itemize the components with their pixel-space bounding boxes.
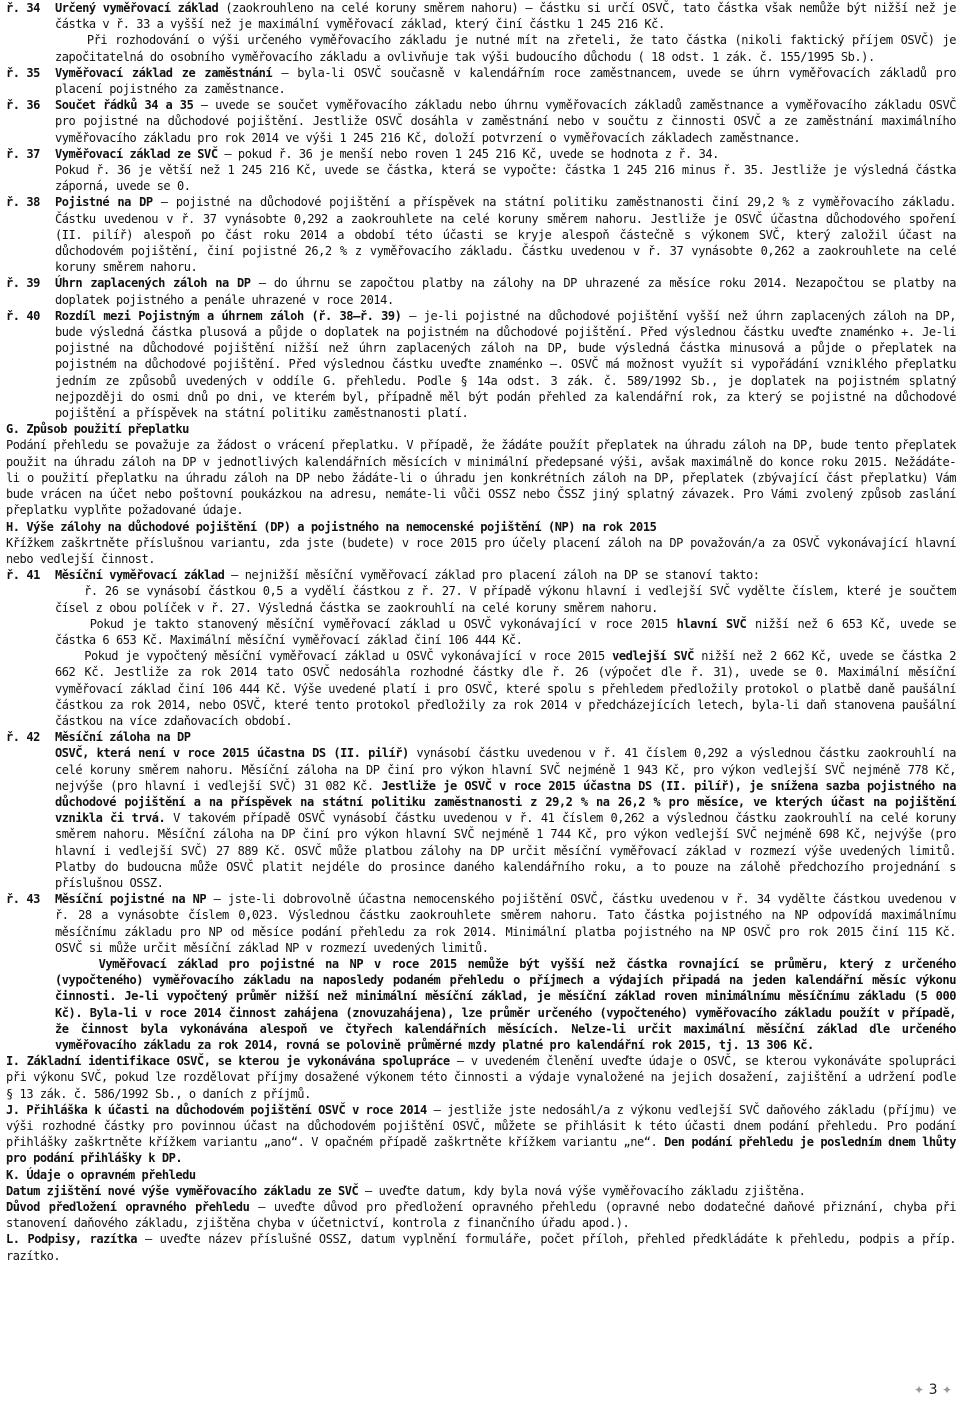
row-35 [6, 65, 956, 97]
section-h-text: Křížkem zaškrtněte příslušnou variantu, zda jste (budete) v roce 2015 pro účely placení záloh na DP považován/a za OSVČ vykonávající hlavní nebo vedlejší činnost. [6, 535, 956, 566]
row-number: ř. 43 [6, 892, 40, 907]
row-text: Pojistné na DP – pojistné na důchodové pojištění a příspěvek na státní politiku zaměstnanosti činí 29,2 % z vyměřovacího základu. Částku uvedenou v ř. 37 vynásobte 0,292 a zaokrouhlete na celé koruny směrem nahoru. Jestliže je OSVČ účastna důchodového spoření (II. pilíř) alespoň po část roku 2014 a období této účasti se kryje alespoň částečně s výkonem SVČ, který založil účast na důchodovém pojištění, činí pojistné 26,2 % z vyměřovacího základu. Částku uvedenou v ř. 37 vynásobte 0,262 a zaokrouhlete na celé koruny směrem nahoru. [55, 195, 956, 275]
section-i: I. Základní identifikace OSVČ, se kterou je vykonávána spolupráce – v uvedeném členění uveďte údaje o OSVČ, se kterou vykonáváte spolupráci při výkonu SVČ, pokud lze rozdělovat příjmy dosažené výkonem této činnosti a výdaje vynaložené na jejich dosažení, zajištění a udržení podle § 13 zák. č. 586/1992 Sb., o daních z příjmů. [6, 1054, 956, 1101]
row-text: Vyměřovací základ ze SVČ – pokud ř. 36 je menší nebo roven 1 245 216 Kč, uvede se hodnota z ř. 34. Pokud ř. 36 je větší než 1 245 216 Kč, uvede se částka, která se vypočte: částka 1 245 216 minus ř. 35. Jestliže je výsledná částka záporná, uvede se 0. [55, 146, 956, 194]
row-43 [6, 891, 956, 1053]
row-text: Úhrn zaplacených záloh na DP – do úhrnu se započtou platby na zálohy na DP uhrazené za měsíce roku 2014. Nezapočtou se platby na doplatek pojistného a penále uhrazené v roce 2014. [55, 276, 956, 307]
star-icon: ✦ [941, 1383, 952, 1397]
row-39 [6, 275, 956, 307]
row-37 [6, 146, 956, 195]
section-h-heading: H. Výše zálohy na důchodové pojištění (DP) a pojistného na nemocenské pojištění (NP) na rok 2015 [6, 519, 657, 534]
row-number: ř. 34 [6, 1, 40, 15]
row-title: Určený vyměřovací základ [55, 1, 219, 15]
row-title: Měsíční pojistné na NP [55, 892, 207, 907]
row-title: Měsíční vyměřovací základ [55, 568, 225, 583]
star-icon: ✦ [914, 1383, 925, 1397]
row-title: Pojistné na DP [55, 195, 153, 210]
row-title: Vyměřovací základ ze SVČ [55, 146, 218, 161]
row-title: Úhrn zaplacených záloh na DP [55, 276, 251, 291]
section-k-heading: K. Údaje o opravném přehledu [6, 1167, 196, 1182]
row-number: ř. 36 [6, 98, 40, 113]
section-k-date: Datum zjištění nové výše vyměřovacího základu ze SVČ – uveďte datum, kdy byla nová výše vyměřovacího základu zjištěna. [6, 1183, 806, 1198]
row-number: ř. 39 [6, 276, 40, 291]
row-34 [6, 0, 956, 65]
row-40 [6, 308, 956, 421]
row-38 [6, 194, 956, 275]
row-title: Měsíční záloha na DP [55, 730, 191, 745]
row-text: Vyměřovací základ ze zaměstnání – byla-li OSVČ současně v kalendářním roce zaměstnancem, uvede se úhrn vyměřovacích základů pro placení pojistného za zaměstnance. [55, 65, 956, 97]
document-page [6, 0, 956, 1264]
row-title: Vyměřovací základ ze zaměstnání [55, 65, 273, 80]
section-j-heading: J. Přihláška k účasti na důchodovém pojištění OSVČ v roce 2014 [6, 1102, 427, 1117]
row-text: Rozdíl mezi Pojistným a úhrnem záloh (ř. 38–ř. 39) – je-li pojistné na důchodové pojištění vyšší než úhrn zaplacených záloh na DP, bude výsledná částka plusová a půjde o doplatek na pojistném na důchodové pojištění. Před výslednou částku uveďte znaménko +. Je-li pojistné na důchodové pojištění nižší než úhrn zaplacených záloh na DP, bude výsledná částka minusová a půjde o přeplatek na pojistném na důchodové pojištění. Před výslednou částku uveďte znaménko –. OSVČ má možnost využít si vypořádání vzniklého přeplatku jedním ze způsobů uvedených v oddíle G. přehledu. Podle § 14a odst. 3 zák. č. 589/1992 Sb., je doplatek na pojistném splatný nejpozději do osmi dnů po dni, ve kterém byl, případně měl být podán přehled za kalendářní rok, za který se pojistné na důchodové pojištění a příspěvek na státní politiku zaměstnanosti platí. [55, 308, 956, 421]
section-g-heading: G. Způsob použití přeplatku [6, 422, 189, 437]
row-title: Rozdíl mezi Pojistným a úhrnem záloh (ř. 38–ř. 39) [55, 308, 402, 323]
row-paragraph: Vyměřovací základ pro pojistné na NP v roce 2015 nemůže být vyšší než částka rovnající se průměru, který z určeného (vypočteného) vyměřovacího základu na naposledy podaném přehledu o příjmech a výdajích připadá na jeden kalendářní měsíc výkonu činnosti. Je-li vypočtený průměr nižší než minimální měsíční základ, je měsíční základ roven minimálnímu měsíčnímu základu (5 000 Kč). Byla-li v roce 2014 činnost zahájena (znovuzahájena), lze průměr určeného (vypočteného) vyměřovacího základu použít v případě, že činnost byla vykonávána alespoň ve čtyřech kalendářních měsících. Nelze-li určit maximální měsíční základ dle určeného vyměřovacího základu za rok 2014, rovná se polovině průměrné mzdy platné pro kalendářní rok 2015, tj. 13 306 Kč. [55, 956, 956, 1052]
row-42 [6, 729, 956, 891]
row-number: ř. 35 [6, 65, 40, 80]
row-text: Určený vyměřovací základ (zaokrouhleno na celé koruny směrem nahoru) – částku si určí OSVČ, tato částka však nemůže být nižší než je částka v ř. 33 a vyšší než je maximální vyměřovací základ, který činí částku 1 245 216 Kč. Při rozhodování o výši určeného vyměřovacího základu je nutné mít na zřeteli, že tato částka (nikoli faktický příjem OSVČ) je započitatelná do osobního vyměřovacího základu a ovlivňuje tak výši budoucího důchodu ( 18 odst. 1 zák. č. 155/1995 Sb.). [55, 1, 956, 64]
row-paragraph: ř. 26 se vynásobí částkou 0,5 a vydělí částkou z ř. 27. V případě výkonu hlavní i vedlejší SVČ vydělte číslem, které je součtem čísel z obou políček v ř. 27. Výsledná částka se zaokrouhlí na celé koruny směrem nahoru. [55, 584, 956, 615]
section-i-heading: I. Základní identifikace OSVČ, se kterou je vykonávána spolupráce [6, 1054, 450, 1069]
row-36 [6, 97, 956, 146]
row-text: Součet řádků 34 a 35 – uvede se součet vyměřovacího základu nebo úhrnu vyměřovacích základů zaměstnance a vyměřovacího základu OSVČ pro pojistné na důchodové pojištění. Jestliže OSVČ dosáhla v zaměstnání nebo v součtu z činnosti OSVČ a ze zaměstnání maximálního vyměřovacího základu pro rok 2014 ve výši 1 245 216 Kč, doloží potvrzení o vyměřovacích základech zaměstnance. [55, 98, 956, 145]
section-l-heading: L. Podpisy, razítka [6, 1232, 138, 1247]
row-text: Měsíční vyměřovací základ – nejnižší měsíční vyměřovací základ pro placení záloh na DP se stanoví takto: ř. 26 se vynásobí částkou 0,5 a vydělí částkou z ř. 27. V případě výkonu hlavní i vedlejší SVČ vydělte číslem, které je součtem čísel z obou políček v ř. 27. Výsledná částka se zaokrouhlí na celé koruny směrem nahoru. Pokud je takto stanovený měsíční vyměřovací základ u OSVČ vykonávající v roce 2015 hlavní SVČ nižší než 6 653 Kč, uvede se částka 6 653 Kč. Maximální měsíční vyměřovací základ činí 106 444 Kč. Pokud je vypočtený měsíční vyměřovací základ u OSVČ vykonávající v roce 2015 vedlejší SVČ nižší než 2 662 Kč, uvede se částka 2 662 Kč. Jestliže za rok 2014 tato OSVČ nedosáhla rozhodné částky dle ř. 26 (výpočet dle ř. 31), uvede se 0. Maximální měsíční vyměřovací základ činí 106 444 Kč. Výše uvedené platí i pro OSVČ, které spolu s přehledem předložily protokol o platbě daně paušální částkou za rok 2014, nebo OSVČ, které tento protokol předložily za rok 2014 v předcházejících letech, byla-li daň stanovena paušální částkou na více zdaňovacích období. [55, 568, 957, 728]
row-number: ř. 40 [6, 308, 40, 323]
section-g-text: Podání přehledu se považuje za žádost o vrácení přeplatku. V případě, že žádáte použít přeplatek na úhradu záloh na DP, bude tento přeplatek použit na úhradu záloh na DP v jednotlivých kalendářních měsících v minimální předepsané výši, avšak maximálně do konce roku 2015. Nežádáte-li o použití přeplatku na úhradu záloh na DP nebo žádáte-li o úhradu jen konkrétních záloh na DP, přeplatek (zbývající část přeplatku) Vám bude vrácen na účet nebo poštovní poukázkou na adresu, nemáte-li vůči OSSZ nebo ČSSZ jiný splatný závazek. Pro Vámi zvolený způsob zaslání přeplatku vyplňte požadované údaje. [6, 438, 956, 518]
row-text: Měsíční pojistné na NP – jste-li dobrovolně účastna nemocenského pojištění OSVČ, částku uvedenou v ř. 34 vydělte částkou uvedenou v ř. 28 a vynásobte číslem 0,023. Výslednou částku zaokrouhlete směrem nahoru. Tato částka pojistného na NP odpovídá maximálnímu měsíčnímu základu pro NP od měsíce podání přehledu za rok 2014. Minimální platba pojistného na NP OSVČ pro rok 2015 činí 115 Kč. OSVČ si může určit měsíční základ NP v rozmezí uvedených limitů. Vyměřovací základ pro pojistné na NP v roce 2015 nemůže být vyšší než částka rovnající se průměru, který z určeného (vypočteného) vyměřovacího základu na naposledy podaném přehledu o příjmech a výdajích připadá na jeden kalendářní měsíc výkonu činnosti. Je-li vypočtený průměr nižší než minimální měsíční základ, je měsíční základ roven minimálnímu měsíčnímu základu (5 000 Kč). Byla-li v roce 2014 činnost zahájena (znovuzahájena), lze průměr určeného (vypočteného) vyměřovacího základu použít v případě, že činnost byla vykonávána alespoň ve čtyřech kalendářních měsících. Nelze-li určit maximální měsíční základ dle určeného vyměřovacího základu za rok 2014, rovná se polovině průměrné mzdy platné pro kalendářní rok 2015, tj. 13 306 Kč. [55, 892, 957, 1052]
page-number: ✦ 3 ✦ [914, 1382, 952, 1398]
row-text: Měsíční záloha na DP OSVČ, která není v roce 2015 účastna DS (II. pilíř) vynásobí částku uvedenou v ř. 41 číslem 0,292 a výslednou částku zaokrouhlí na celé koruny směrem nahoru. Měsíční záloha na DP činí pro výkon hlavní SVČ nejméně 1 943 Kč, pro výkon vedlejší SVČ nejméně 778 Kč, nejvýše (pro hlavní i vedlejší SVČ) 31 082 Kč. Jestliže je OSVČ v roce 2015 účastna DS (II. pilíř), je snížena sazba pojistného na důchodové pojištění a na příspěvek na státní politiku zaměstnanosti z 29,2 % na 26,2 % pro měsíce, ve kterých účast na pojištění vznikla či trvá. V takovém případě OSVČ vynásobí částku uvedenou v ř. 41 číslem 0,262 a výslednou částku zaokrouhlí na celé koruny směrem nahoru. Měsíční záloha na DP činí pro výkon hlavní SVČ nejméně 1 744 Kč, pro výkon vedlejší SVČ nejméně 698 Kč, nejvýše (pro hlavní i vedlejší SVČ) 27 889 Kč. OSVČ může platbou zálohy na DP určit měsíční vyměřovací základ v rozmezí výše uvedených limitů. Platby do budoucna může OSVČ platit nejdéle do prosince daného kalendářního roku, a to pouze na zálohě předchozího projednání s příslušnou OSSZ. [55, 730, 956, 890]
section-j: J. Přihláška k účasti na důchodovém pojištění OSVČ v roce 2014 – jestliže jste nedosáhl/a z výkonu vedlejší SVČ daňového základu (příjmu) ve výši rozhodné částky pro povinnou účast na důchodovém pojištění OSVČ, můžete se přihlásit k této účasti dnem podání přehledu. Pro podání přihlášky zaškrtněte křížkem variantu „ano“. V opačném případě zaškrtněte křížkem variantu „ne“. Den podání přehledu je posledním dnem lhůty pro podání přihlášky k DP. [6, 1102, 956, 1166]
row-number: ř. 42 [6, 730, 40, 745]
row-number: ř. 41 [6, 568, 40, 583]
section-k-reason: Důvod předložení opravného přehledu – uveďte důvod pro předložení opravného přehledu (opravné nebo dodatečné daňové přiznání, chyba při stanovení daňového základu, zjištěna chyba v účetnictví, kontrola z finančního úřadu apod.). [6, 1200, 956, 1231]
row-title: Součet řádků 34 a 35 [55, 98, 194, 113]
row-number: ř. 38 [6, 195, 40, 210]
row-number: ř. 37 [6, 146, 40, 161]
row-41 [6, 567, 956, 729]
row-paragraph: Při rozhodování o výši určeného vyměřovacího základu je nutné mít na zřeteli, že tato částka (nikoli faktický příjem OSVČ) je započitatelná do osobního vyměřovacího základu a ovlivňuje tak výši budoucího důchodu ( 18 odst. 1 zák. č. 155/1995 Sb.). [55, 33, 956, 64]
section-l: L. Podpisy, razítka – uveďte název příslušné OSSZ, datum vyplnění formuláře, počet příloh, přehled předkládáte k přehledu, podpis a příp. razítko. [6, 1232, 957, 1263]
row-paragraph: Pokud ř. 36 je větší než 1 245 216 Kč, uvede se částka, která se vypočte: částka 1 245 216 minus ř. 35. Jestliže je výsledná částka záporná, uvede se 0. [55, 163, 956, 194]
